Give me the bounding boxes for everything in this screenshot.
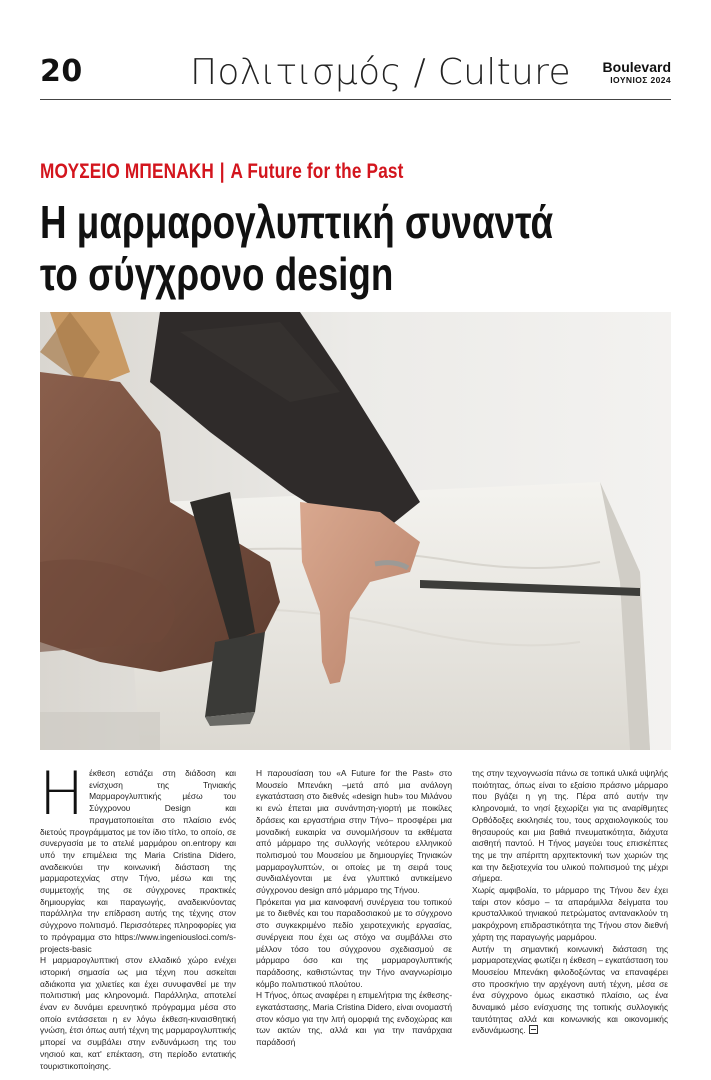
body-paragraph: Η μαρμαρογλυπτική στον ελλαδικό χώρο ενέχει ιστορική σημασία ως μια τέχνη που ασκείται αδιάκοπα για χιλιετίες και έχει συνυφανθεί με την πολιτιστική μας κληρονομιά. Παράλληλα, αποτελεί έναν εν δυνάμει ερευνητικό πρόγραμμα μέσα στο οποίο εντάσσεται η εν λόγω έκθεση-κιναισθητική γνώση, έτσι όπως αυτή τέχνη της μαρμαρογλυπτικής μπορεί να συμβάλει στην ενδυνάμωση της του νησιού και, κατ' επέκταση, στη περίοδο εντατικής τουριστικοποίησης.: [40, 955, 236, 1071]
kicker-separator: |: [219, 160, 225, 183]
article-kicker: [40, 160, 404, 184]
section-title: Πολιτισμός / Culture: [190, 52, 571, 93]
body-paragraph: Χωρίς αμφιβολία, το μάρμαρο της Τήνου δεν έχει ταίρι στον κόσμο – τα απαράμιλλα δείγματα του κρυσταλλικού τηνιακού πετρώματος αντανακλούν τη μακρόχρονη επιδραστικότητα της Τήνου στον διεθνή χάρτη της παραγωγής μαρμάρου.: [472, 885, 668, 942]
headline-line-1: Η μαρμαρογλυπτική συναντά: [40, 196, 554, 248]
article-photo: [40, 312, 671, 750]
drop-cap: Η: [39, 759, 85, 829]
body-column-2: [256, 768, 452, 1049]
end-of-article-icon: [529, 1025, 538, 1034]
body-paragraph: Η παρουσίαση του «A Future for the Past» στο Μουσείο Μπενάκη –μετά από μια ανάλογη εγκατάσταση στο διεθνές «design hub» του Μιλάνου κι ενώ έπεται μια συνάντηση-γιορτή με ποικίλες δράσεις και εργαστήρια στην Τήνο– προσφέρει μια μοναδική ευκαιρία να συνομιλήσουν τα εκθέματα από μάρμαρο της συλλογής νεότερου ελληνικού πολιτισμού του Μουσείου με δημιουργίες Τηνιακών μαρμαρογλυπτών, οι οποίες με τη σειρά τους συνδιαλέγονται με ένα γλυπτικό αντικείμενο σύγχρονου design από μάρμαρο της Τήνου.: [256, 768, 452, 896]
kicker-museum: ΜΟΥΣΕΙΟ ΜΠΕΝΑΚΗ: [40, 160, 215, 183]
issue-date: ΙΟΥΝΙΟΣ 2024: [610, 75, 671, 85]
body-paragraph: [39, 759, 236, 955]
header-divider: [40, 99, 671, 100]
headline-line-2: το σύγχρονο design: [40, 248, 394, 300]
body-paragraph: της στην τεχνογνωσία πάνω σε τοπικά υλικά υψηλής ποιότητας, όπως είναι το εξαίσιο πράσινο μάρμαρο που βγάζει η γη της. Πέρα από αυτήν την κληρονομιά, το νησί ξεχωρίζει για τις αναρίθμητες Ορθόδοξες εκκλησιές του, τους αρχαιολογικούς του θησαυρούς και μια βαθιά πνευματικότητα, διάχυτα αισθητή παντού. Η Τήνος μαγεύει τους επισκέπτες της με την απέριττη αρχιτεκτονική των χωριών της και την δεξιοτεχνία του υλικού πολιτισμού της μέχρι σήμερα.: [472, 768, 668, 884]
body-paragraph: Πρόκειται για μια καινοφανή συνέργεια του τοπικού με το διεθνές και του παραδοσιακού με το σύγχρονο στο συγκεκριμένο πεδίο χειροτεχνικής εργασίας, συνέργεια που έχει ως στόχο να συμβάλλει στο μέλλον τόσο του σύγχρονου σχεδιασμού σε μάρμαρο όσο και της μαρμαρογλυπτικής παράδοσης, καθιστώντας την Τήνο αναγνωρίσιμο κόμβο πολιτιστικού πλούτου.: [256, 896, 452, 989]
body-paragraph: Η Τήνος, όπως αναφέρει η επιμελήτρια της έκθεσης-εγκατάστασης, Maria Cristina Didero, είναι ονομαστή στον κόσμο για την λιτή ομορφιά της ενδοχώρας και των ακτών της, αλλά και για την πανάρχαια παράδοσή: [256, 990, 452, 1048]
kicker-exhibition: A Future for the Past: [230, 160, 404, 183]
marble-carving-illustration: [40, 312, 671, 750]
paragraph-text: έκθεση εστιάζει στη διάδοση και ενίσχυση της Τηνιακής Μαρμαρογλυπτικής μέσω του Σύγχρονου Design και πραγματοποιείται στο πλαίσιο ενός διετούς προγράμματος με τον ίδιο τίτλο, το οποίο, σε συνεργασία με το ατελιέ μαρμάρου on.entropy και υπό την επιμέλεια της Maria Cristina Didero, αναδεικνύει την κοινωνική διάσταση της μαρμαροτεχνίας στην Τήνο, μέσω και της συμμετοχής της σε σύγχρονες πρακτικές δημιουργίας και παραγωγής, αναδεικνύοντας παράλληλα την επίδραση αυτής της τέχνης στον σύγχρονο πολιτισμό. Περισσότερες πληροφορίες για το πρόγραμμα στο https://www.ingeniousloci.com/s-projects-basic: [40, 768, 236, 954]
body-column-3: [472, 768, 668, 1037]
body-column-1: [39, 759, 236, 1072]
body-paragraph: [472, 944, 668, 1038]
brand-name: Boulevard: [602, 59, 671, 75]
magazine-brand: [603, 60, 671, 85]
article-headline: [40, 196, 554, 300]
page-number: 20: [40, 54, 83, 89]
paragraph-text: Αυτήν τη σημαντική κοινωνική διάσταση της μαρμαροτεχνίας φωτίζει η έκθεση – εγκατάσταση του Μουσείου Μπενάκη φιλοδοξώντας να επαναφέρει στο προσκήνιο την αρχέγονη αυτή τέχνη, μέσα σε ένα σύγχρονο όμως εικαστικό πλαίσιο, ως ένα δυναμικό μέσο ενίσχυσης της τοπικής συλλογικής ταυτότητας αλλά και κοινωνικής και οικονομικής ενδυνάμωσης.: [472, 943, 668, 1036]
article-body: [39, 759, 671, 1071]
